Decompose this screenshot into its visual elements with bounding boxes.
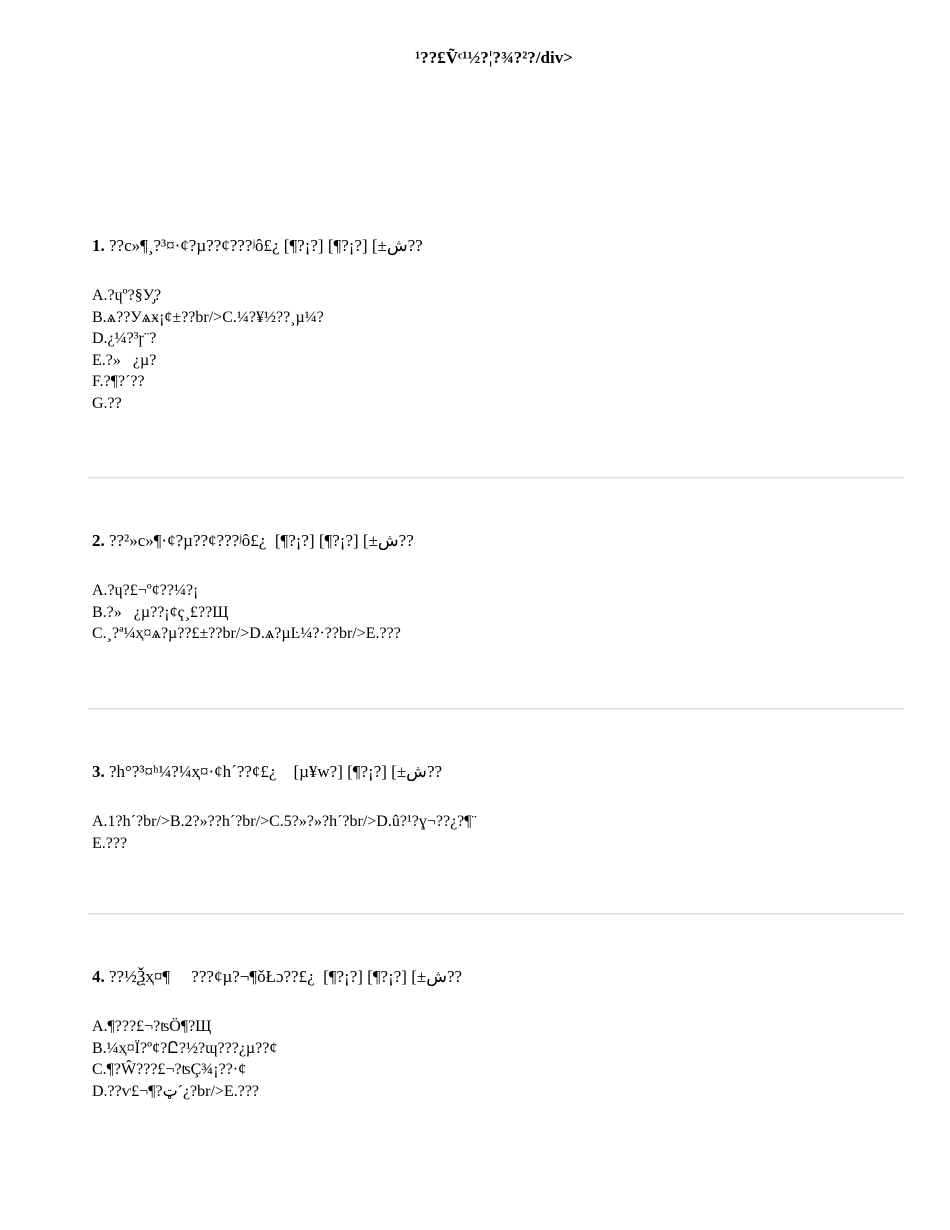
option-list xyxy=(92,580,912,645)
question-text: ??²»с»¶·¢?µ??¢???ʲô£¿ [¶?¡?] [¶?¡?] [±ش?? xyxy=(104,531,414,550)
question-header xyxy=(92,235,912,257)
option-item[interactable]: B.¼ҳ¤Ï?º¢?Ը?½?ɰ???¿µ??¢ xyxy=(92,1039,278,1057)
option-item[interactable]: C.¶?Ŵ???£¬?ʦÇ¾¡??·¢ xyxy=(92,1061,247,1078)
question-2 xyxy=(92,530,912,645)
option-item[interactable]: B.ѧ??Уѧӿ¡¢±??br/>C.¼?¥½??¸µ¼? xyxy=(92,308,324,326)
question-number: 4. xyxy=(92,967,105,986)
question-number: 3. xyxy=(92,762,105,781)
section-divider xyxy=(88,708,904,710)
option-item[interactable]: C.¸?ª¼ҳ¤ѧ?µ??£±??br/>D.ѧ?µĿ¼?·??br/>E.??? xyxy=(92,625,401,642)
question-number: 1. xyxy=(92,236,105,255)
option-list xyxy=(92,811,912,854)
option-list xyxy=(92,1016,912,1102)
option-item[interactable]: A.?ɥ?£¬º¢??¼?¡ xyxy=(92,582,199,599)
option-item[interactable]: A.¶???£¬?ʦÖ¶?Щ xyxy=(92,1018,212,1035)
section-divider xyxy=(88,913,904,915)
question-1 xyxy=(92,235,912,414)
page-title: ¹??£Ṽᶜ¹½?¦?¾?²?/div> xyxy=(415,48,573,67)
question-4 xyxy=(92,966,912,1102)
option-item[interactable]: E.??? xyxy=(92,834,128,852)
question-3 xyxy=(92,761,912,854)
option-list xyxy=(92,285,912,414)
option-item[interactable]: A.?ɥº?§У̡? xyxy=(92,287,162,304)
question-number: 2. xyxy=(92,531,105,550)
option-item[interactable]: A.1?h´?br/>B.2?»??h´?br/>C.5?»?»?h´?br/>D.û?¹?ɣ¬??¿?¶¨ xyxy=(92,813,477,830)
option-item[interactable]: E.?» ¿µ? xyxy=(92,351,157,369)
option-item[interactable]: G.?? xyxy=(92,394,122,412)
option-item[interactable]: B.?» ¿µ??¡¢ҁ¸£??Щ xyxy=(92,603,229,621)
question-header xyxy=(92,761,912,783)
option-item[interactable]: D.¿¼?³ɼ¨? xyxy=(92,330,157,347)
option-item[interactable]: F.?¶?´?? xyxy=(92,373,145,390)
section-divider xyxy=(88,477,904,479)
question-text: ??½Ѯҳ¤¶ ???¢µ?¬¶ǒŁɔ??£¿ [¶?¡?] [¶?¡?] [±ش?? xyxy=(104,967,463,986)
question-header xyxy=(92,530,912,552)
question-header xyxy=(92,966,912,988)
option-item[interactable]: D.??ѵ£¬¶?ټ´¿?br/>E.??? xyxy=(92,1082,260,1100)
question-text: ?h°?³¤ʰ¼?¼ҳ¤·¢h´??¢£¿ [µ¥w?] [¶?¡?] [±ش?? xyxy=(104,762,443,781)
question-text: ??с»¶¸?³¤·¢?µ??¢???ʲô£¿ [¶?¡?] [¶?¡?] [±ش?? xyxy=(104,236,423,255)
